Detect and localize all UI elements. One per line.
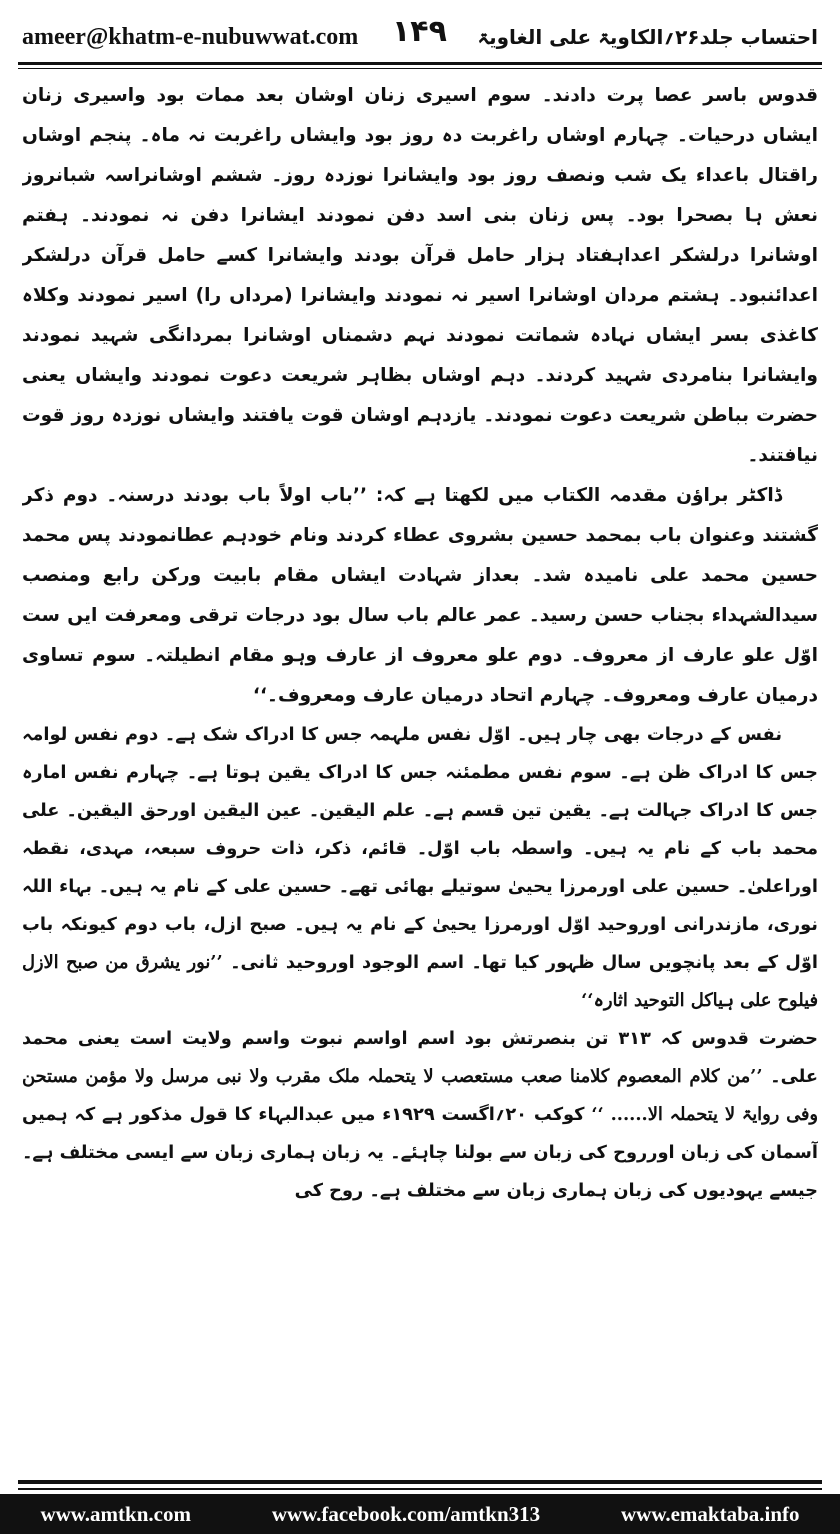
footer-link-facebook[interactable]: www.facebook.com/amtkn313 (271, 1501, 541, 1526)
paragraph-4-text: حضرت قدوس کہ ۳۱۳ تن بنصرتش بود اسم اواسم نبوت واسم ولایت است یعنی محمد علی۔ (22, 1028, 818, 1087)
footer-rule-thick (18, 1480, 822, 1484)
page-body (22, 76, 818, 1464)
paragraph-5-text: کوکب ۲۰؍اگست ۱۹۲۹ء میں عبدالبہاء کا قول مذکور ہے کہ ہمیں آسمان کی زبان اورروح کی زبان سے بولنا چاہئے۔ یہ زبان ہماری زبان سے ایسی مختلف ہے۔ جیسے یہودیوں کی زبان ہماری زبان سے مختلف ہے۔ روح کی (22, 1104, 818, 1201)
page-number: ۱۴۹ (392, 14, 447, 49)
arabic-quote-1: ’’نور یشرق من صبح الازل فیلوح علی ہیاکل التوحید اثارہ‘‘ (22, 952, 818, 1011)
paragraph-2: ڈاکٹر براؤن مقدمہ الکتاب میں لکھتا ہے کہ: ’’باب اولاً باب بودند درسنہ۔ دوم ذکر گشتند وعنوان باب بمحمد حسین بشروی عطاء کردند ونام خودہم عطانمودند پس محمد حسین محمد علی نامیدہ شد۔ بعداز شہادت ایشاں مقام بابیت ورکن رابع ومنصب سیدالشہداء بجناب حسن رسید۔ عمر عالم باب سال بود درجات ترقی ومعرفت ایں ست اوّل علو عارف از معروف۔ دوم علو معروف از عارف وہو مقام انطیلتہ۔ سوم تساوی درمیان عارف ومعروف۔ چہارم اتحاد درمیان عارف ومعروف۔‘‘ (22, 485, 818, 706)
paragraph-4 (22, 1020, 818, 1210)
footer-bar (0, 1494, 840, 1534)
header-rule-thick (18, 62, 822, 65)
header-rule-thin (18, 68, 822, 69)
footer-rule-thin (18, 1488, 822, 1490)
paragraph-3 (22, 716, 818, 1020)
paragraph-3-text: نفس کے درجات بھی چار ہیں۔ اوّل نفس ملہمہ جس کا ادراک شک ہے۔ دوم نفس لوامہ جس کا ادراک ظن ہے۔ سوم نفس مطمئنہ جس کا ادراک یقین ہوتا ہے۔ چہارم نفس امارہ جس کا ادراک جہالت ہے۔ یقین تین قسم ہے۔ علم الیقین۔ عین الیقین اورحق الیقین۔ علی محمد باب کے نام یہ ہیں۔ واسطہ باب اوّل۔ قائم، ذکر، ذات حروف سبعہ، مہدی، نقطہ اوراعلیٰ۔ حسین علی اورمرزا یحییٰ سوتیلے بھائی تھے۔ حسین علی کے نام یہ ہیں۔ بہاء اللہ نوری، مازندرانی اوروحید اوّل اورمرزا یحییٰ کے نام یہ ہیں۔ صبح ازل، باب دوم کیونکہ باب اوّل کے بعد پانچویں سال ظہور کیا تھا۔ اسم الوجود اوروحید ثانی۔ (22, 724, 818, 973)
header-email: ameer@khatm-e-nubuwwat.com (22, 23, 359, 50)
footer-link-amtkn[interactable]: www.amtkn.com (40, 1501, 191, 1526)
running-title: احتساب جلد۲۶؍الکاویۃ علی الغاویۃ (477, 25, 818, 49)
page-header (22, 14, 818, 60)
arabic-quote-2: ’’من کلام المعصوم کلامنا صعب مستعصب لا یتحملہ ملک مقرب ولا نبی مرسل ولا مؤمن مستحن وفی روایۃ لا یتحملہ الا...... ‘‘ (22, 1066, 818, 1125)
paragraph-1: قدوس باسر عصا پرت دادند۔ سوم اسیری زنان اوشان بعد ممات بود واسیری زنان ایشاں درحیات۔ چہارم اوشاں راغربت دہ روز بود وایشاں راغربت نہ ماہ۔ پنجم اوشاں راقتال باعداء یک شب ونصف روز بود وایشانرا نوزدہ روز۔ ششم اوشانراسہ شبانروز نعش ہا بصحرا بود۔ پس زنان بنی اسد دفن نمودند ایشانرا دفن نہ نمودند۔ ہفتم اوشانرا درلشکر اعداہفتاد ہزار حامل قرآن بودند وایشانرا کسے حامل قرآن درلشکر اعدائنبود۔ ہشتم مردان اوشانرا اسیر نہ نمودند وایشانرا (مرداں را) اسیر نمودند وکلاہ کاغذی بسر ایشاں نہادہ شماتت نمودند نہم دشمناں اوشانرا بمردانگی شہید نمودند وایشانرا بنامردی شہید کردند۔ دہم اوشاں بظاہر شریعت دعوت نمودند وایشاں یعنی حضرت بباطن شریعت دعوت نمودند۔ یازدہم اوشان قوت یافتند وایشاں نوزدہ روز قوت نیافتند۔ (22, 85, 818, 466)
footer-link-emaktaba[interactable]: www.emaktaba.info (621, 1501, 800, 1526)
